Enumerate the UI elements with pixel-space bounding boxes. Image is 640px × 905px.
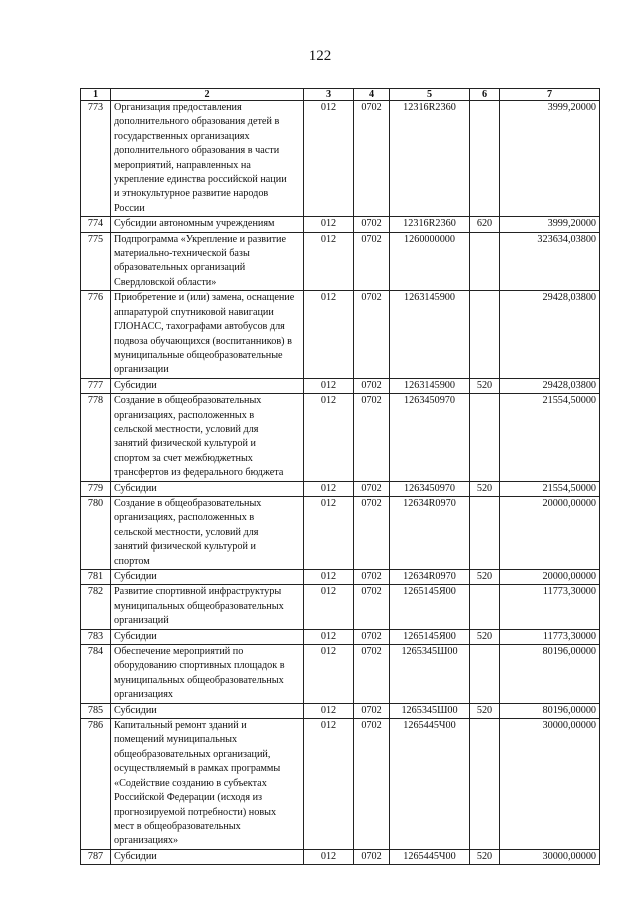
table-row xyxy=(81,232,600,291)
section-code-cell: 0702 xyxy=(354,719,390,850)
target-article-cell: 1263450970 xyxy=(390,394,470,481)
expense-type-cell: 520 xyxy=(470,849,500,864)
ministry-code-cell: 012 xyxy=(304,703,354,718)
section-code-cell: 0702 xyxy=(354,217,390,232)
amount-cell: 323634,03800 xyxy=(500,232,600,291)
expense-type-cell: 520 xyxy=(470,378,500,393)
section-code-cell: 0702 xyxy=(354,481,390,496)
amount-cell: 20000,00000 xyxy=(500,496,600,569)
item-name-cell: Приобретение и (или) замена, оснащение аппаратурой спутниковой навигации ГЛОНАСС, тахографами автобусов для подвоза обучающихся (воспитанников) в муниципальные общеобразовательные организации xyxy=(111,291,304,378)
amount-cell: 80196,00000 xyxy=(500,645,600,704)
target-article-cell: 1265445Ч00 xyxy=(390,849,470,864)
amount-cell: 21554,50000 xyxy=(500,394,600,481)
item-name-cell: Капитальный ремонт зданий и помещений муниципальных общеобразовательных организаций, осуществляемый в рамках программы «Содействие созданию в субъектах Российской Федерации (исходя из прогнозируемой потребности) новых мест в общеобразовательных организациях» xyxy=(111,719,304,850)
ministry-code-cell: 012 xyxy=(304,570,354,585)
ministry-code-cell: 012 xyxy=(304,629,354,644)
expense-type-cell xyxy=(470,394,500,481)
target-article-cell: 1260000000 xyxy=(390,232,470,291)
ministry-code-cell: 012 xyxy=(304,394,354,481)
expense-type-cell xyxy=(470,645,500,704)
row-number-cell: 786 xyxy=(81,719,111,850)
section-code-cell: 0702 xyxy=(354,378,390,393)
target-article-cell: 1263145900 xyxy=(390,378,470,393)
table-row xyxy=(81,217,600,232)
target-article-cell: 1265345Ш00 xyxy=(390,703,470,718)
section-code-cell: 0702 xyxy=(354,101,390,217)
header-col-2: 2 xyxy=(111,89,304,101)
amount-cell: 30000,00000 xyxy=(500,849,600,864)
item-name-cell: Субсидии автономным учреждениям xyxy=(111,217,304,232)
row-number-cell: 773 xyxy=(81,101,111,217)
section-code-cell: 0702 xyxy=(354,849,390,864)
table-row xyxy=(81,719,600,850)
header-col-6: 6 xyxy=(470,89,500,101)
item-name-cell: Создание в общеобразовательных организациях, расположенных в сельской местности, условий для занятий физической культурой и спортом за счет межбюджетных трансфертов из федерального бюджета xyxy=(111,394,304,481)
item-name-cell: Субсидии xyxy=(111,570,304,585)
ministry-code-cell: 012 xyxy=(304,101,354,217)
target-article-cell: 1265345Ш00 xyxy=(390,645,470,704)
table-row xyxy=(81,645,600,704)
row-number-cell: 781 xyxy=(81,570,111,585)
item-name-cell: Обеспечение мероприятий по оборудованию спортивных площадок в муниципальных общеобразовательных организациях xyxy=(111,645,304,704)
section-code-cell: 0702 xyxy=(354,394,390,481)
item-name-cell: Субсидии xyxy=(111,629,304,644)
table-row xyxy=(81,629,600,644)
row-number-cell: 775 xyxy=(81,232,111,291)
target-article-cell: 1263450970 xyxy=(390,481,470,496)
target-article-cell: 12316R2360 xyxy=(390,217,470,232)
expense-type-cell: 620 xyxy=(470,217,500,232)
table-body xyxy=(81,101,600,865)
table-row xyxy=(81,585,600,629)
item-name-cell: Создание в общеобразовательных организациях, расположенных в сельской местности, условий для занятий физической культурой и спортом xyxy=(111,496,304,569)
amount-cell: 29428,03800 xyxy=(500,378,600,393)
item-name-cell: Субсидии xyxy=(111,481,304,496)
amount-cell: 80196,00000 xyxy=(500,703,600,718)
expense-type-cell xyxy=(470,101,500,217)
ministry-code-cell: 012 xyxy=(304,378,354,393)
expense-type-cell: 520 xyxy=(470,570,500,585)
row-number-cell: 782 xyxy=(81,585,111,629)
item-name-cell: Субсидии xyxy=(111,703,304,718)
table-row xyxy=(81,394,600,481)
target-article-cell: 1263145900 xyxy=(390,291,470,378)
row-number-cell: 780 xyxy=(81,496,111,569)
item-name-cell: Организация предоставления дополнительного образования детей в государственных организациях дополнительного образования в части мероприятий, направленных на укрепление единства российской нации и этнокультурное развитие народов России xyxy=(111,101,304,217)
target-article-cell: 12634R0970 xyxy=(390,570,470,585)
target-article-cell: 12634R0970 xyxy=(390,496,470,569)
expense-type-cell: 520 xyxy=(470,629,500,644)
row-number-cell: 784 xyxy=(81,645,111,704)
ministry-code-cell: 012 xyxy=(304,849,354,864)
table-row xyxy=(81,378,600,393)
target-article-cell: 1265145Я00 xyxy=(390,629,470,644)
row-number-cell: 776 xyxy=(81,291,111,378)
expense-type-cell xyxy=(470,719,500,850)
amount-cell: 11773,30000 xyxy=(500,585,600,629)
budget-table xyxy=(80,88,600,865)
row-number-cell: 779 xyxy=(81,481,111,496)
ministry-code-cell: 012 xyxy=(304,719,354,850)
amount-cell: 3999,20000 xyxy=(500,217,600,232)
section-code-cell: 0702 xyxy=(354,570,390,585)
amount-cell: 3999,20000 xyxy=(500,101,600,217)
table-row xyxy=(81,101,600,217)
table-row xyxy=(81,291,600,378)
ministry-code-cell: 012 xyxy=(304,645,354,704)
target-article-cell: 1265145Я00 xyxy=(390,585,470,629)
item-name-cell: Субсидии xyxy=(111,849,304,864)
page-number: 122 xyxy=(308,48,332,64)
section-code-cell: 0702 xyxy=(354,645,390,704)
item-name-cell: Субсидии xyxy=(111,378,304,393)
target-article-cell: 1265445Ч00 xyxy=(390,719,470,850)
row-number-cell: 777 xyxy=(81,378,111,393)
amount-cell: 11773,30000 xyxy=(500,629,600,644)
section-code-cell: 0702 xyxy=(354,496,390,569)
row-number-cell: 783 xyxy=(81,629,111,644)
expense-type-cell xyxy=(470,291,500,378)
item-name-cell: Подпрограмма «Укрепление и развитие материально-технической базы образовательных организаций Свердловской области» xyxy=(111,232,304,291)
ministry-code-cell: 012 xyxy=(304,481,354,496)
ministry-code-cell: 012 xyxy=(304,232,354,291)
amount-cell: 21554,50000 xyxy=(500,481,600,496)
row-number-cell: 787 xyxy=(81,849,111,864)
amount-cell: 30000,00000 xyxy=(500,719,600,850)
amount-cell: 29428,03800 xyxy=(500,291,600,378)
target-article-cell: 12316R2360 xyxy=(390,101,470,217)
expense-type-cell xyxy=(470,232,500,291)
header-col-7: 7 xyxy=(500,89,600,101)
header-row xyxy=(81,89,600,101)
ministry-code-cell: 012 xyxy=(304,291,354,378)
table-row xyxy=(81,703,600,718)
header-col-5: 5 xyxy=(390,89,470,101)
ministry-code-cell: 012 xyxy=(304,496,354,569)
ministry-code-cell: 012 xyxy=(304,217,354,232)
table-row xyxy=(81,481,600,496)
section-code-cell: 0702 xyxy=(354,585,390,629)
section-code-cell: 0702 xyxy=(354,291,390,378)
header-col-1: 1 xyxy=(81,89,111,101)
table-row xyxy=(81,570,600,585)
row-number-cell: 778 xyxy=(81,394,111,481)
item-name-cell: Развитие спортивной инфраструктуры муниципальных общеобразовательных организаций xyxy=(111,585,304,629)
header-col-4: 4 xyxy=(354,89,390,101)
expense-type-cell xyxy=(470,496,500,569)
table-row xyxy=(81,849,600,864)
expense-type-cell xyxy=(470,585,500,629)
section-code-cell: 0702 xyxy=(354,703,390,718)
section-code-cell: 0702 xyxy=(354,232,390,291)
table-row xyxy=(81,496,600,569)
ministry-code-cell: 012 xyxy=(304,585,354,629)
expense-type-cell: 520 xyxy=(470,481,500,496)
amount-cell: 20000,00000 xyxy=(500,570,600,585)
section-code-cell: 0702 xyxy=(354,629,390,644)
header-col-3: 3 xyxy=(304,89,354,101)
row-number-cell: 785 xyxy=(81,703,111,718)
expense-type-cell: 520 xyxy=(470,703,500,718)
row-number-cell: 774 xyxy=(81,217,111,232)
